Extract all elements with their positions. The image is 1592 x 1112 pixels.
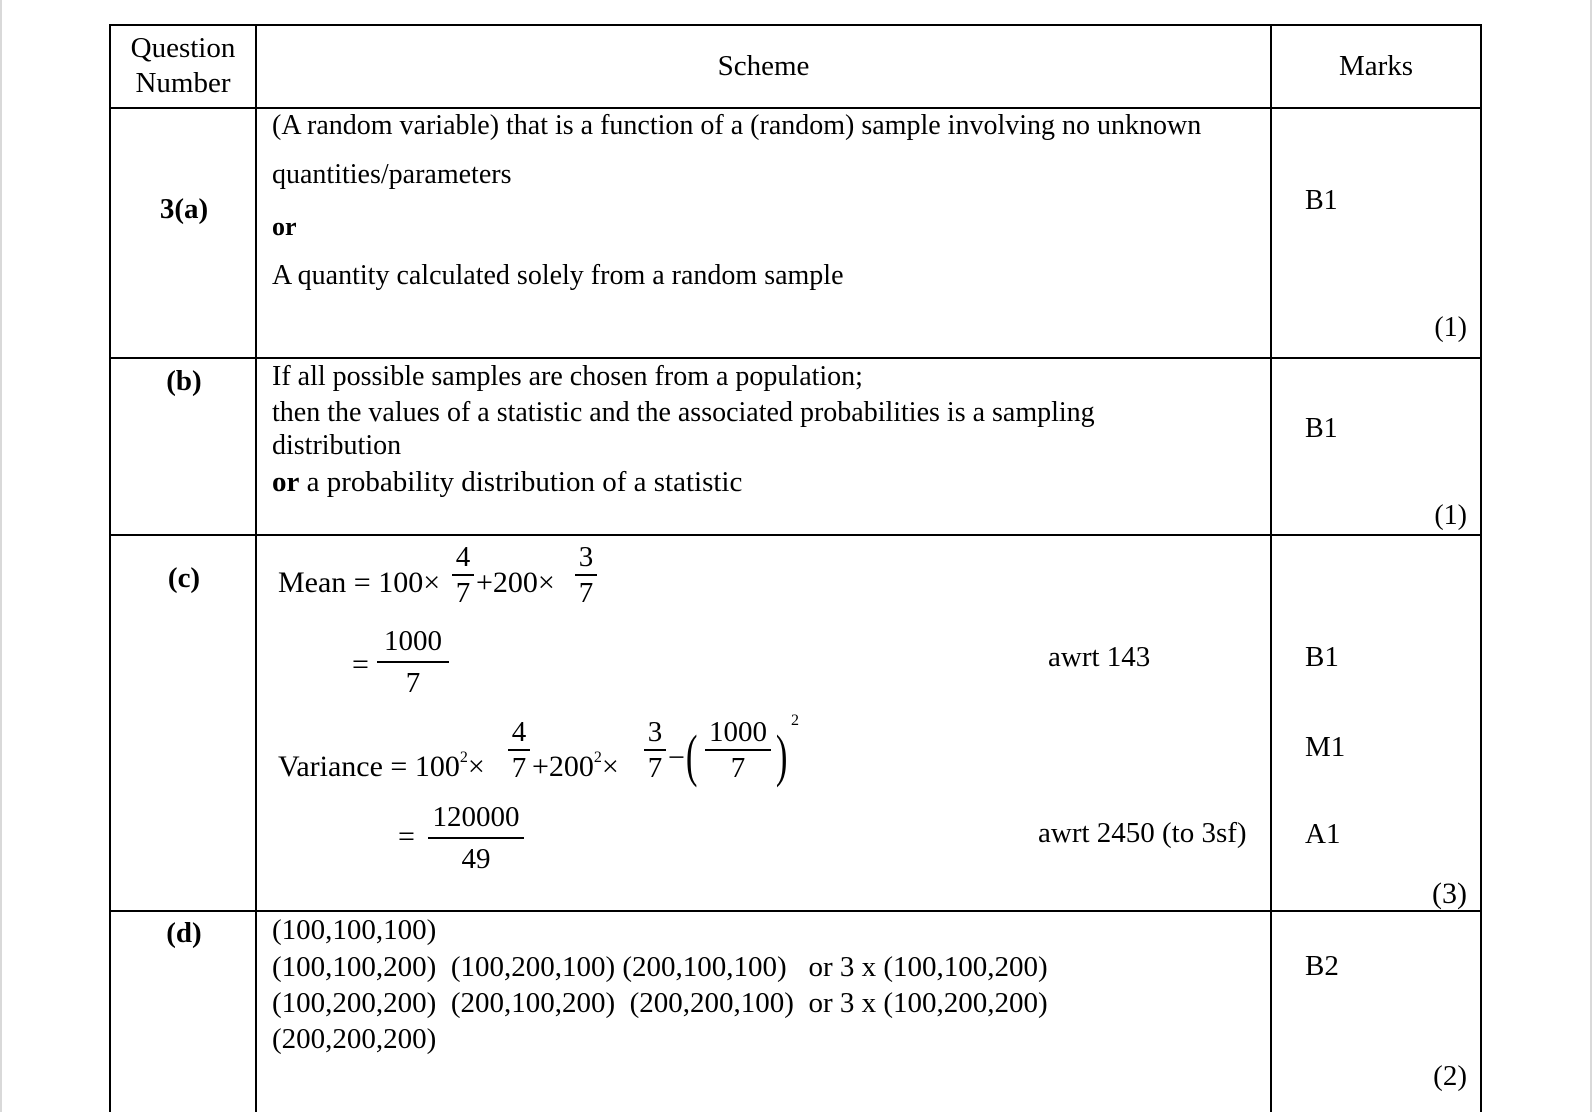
scheme-d-line1: (100,100,100) xyxy=(272,914,437,946)
scheme-b-line1: If all possible samples are chosen from a population; xyxy=(272,361,863,392)
header-scheme: Scheme xyxy=(717,50,810,82)
scheme-b-line4: or a probability distribution of a statistic xyxy=(272,466,743,498)
variance-power: 2 xyxy=(791,712,799,729)
variance-label: Variance = $100^2\times$ xyxy=(278,749,485,783)
scheme-d-line2: (100,100,200) (100,200,100) (200,100,100) or 3 x (100,100,200) xyxy=(272,951,1048,983)
table-border-top xyxy=(109,24,1482,26)
header-question-number: Question Number xyxy=(130,32,236,99)
scheme-a-or: or xyxy=(272,212,297,241)
variance-mid: $+200^2\times$ xyxy=(532,749,619,783)
header-marks: Marks xyxy=(1338,50,1414,82)
mark-d: B2 xyxy=(1305,950,1339,982)
table-divider-b xyxy=(109,534,1482,536)
variance-left-paren: ( xyxy=(685,723,698,788)
question-number-b: (b) xyxy=(166,365,202,397)
question-number-c: (c) xyxy=(167,562,201,594)
variance-fraction-1: 4 7 xyxy=(508,715,530,785)
variance-equals: = xyxy=(398,820,415,853)
mean-equals: = xyxy=(352,648,369,681)
variance-fraction-2: 3 7 xyxy=(644,715,666,785)
scheme-d-line3: (100,200,200) (200,100,200) (200,200,100) or 3 x (100,200,200) xyxy=(272,987,1048,1019)
mark-b: B1 xyxy=(1305,413,1338,444)
mark-a: B1 xyxy=(1305,185,1338,216)
table-divider-c xyxy=(109,910,1482,912)
scheme-b-line3: distribution xyxy=(272,430,402,461)
mean-fraction-2: 3 7 xyxy=(575,540,597,610)
table-border-right xyxy=(1480,24,1482,1112)
subtotal-a: (1) xyxy=(1434,312,1467,343)
scheme-a-line2: quantities/parameters xyxy=(272,159,512,190)
table-divider-col2 xyxy=(1270,24,1272,1112)
mean-mid: +200× xyxy=(476,566,555,599)
scheme-a-line1: (A random variable) that is a function of a (random) sample involving no unknown xyxy=(272,110,1202,141)
variance-fraction-3: 1000 7 xyxy=(705,715,771,785)
subtotal-d: (2) xyxy=(1433,1060,1467,1092)
variance-note: awrt 2450 (to 3sf) xyxy=(1038,817,1247,849)
question-number-d: (d) xyxy=(166,917,202,949)
mean-label: Mean = 100× xyxy=(278,566,441,599)
subtotal-c: (3) xyxy=(1432,877,1467,910)
subtotal-b: (1) xyxy=(1434,500,1467,531)
mark-c-a1: A1 xyxy=(1305,818,1341,850)
variance-right-paren: ) xyxy=(775,723,788,788)
window-edge-left xyxy=(0,0,2,1112)
table-divider-a xyxy=(109,357,1482,359)
mark-c-b1: B1 xyxy=(1305,641,1339,673)
variance-result-fraction: 120000 49 xyxy=(428,797,524,879)
mean-note: awrt 143 xyxy=(1048,641,1151,673)
variance-minus: − xyxy=(668,741,685,774)
scheme-d-line4: (200,200,200) xyxy=(272,1023,437,1055)
mean-result-fraction: 1000 7 xyxy=(377,621,449,703)
question-number-3a: 3(a) xyxy=(159,193,209,225)
mark-c-m1: M1 xyxy=(1305,731,1346,763)
mean-fraction-1: 4 7 xyxy=(452,540,474,610)
scheme-a-line3: A quantity calculated solely from a random sample xyxy=(272,260,844,291)
scheme-b-line2: then the values of a statistic and the associated probabilities is a sampling xyxy=(272,397,1095,428)
